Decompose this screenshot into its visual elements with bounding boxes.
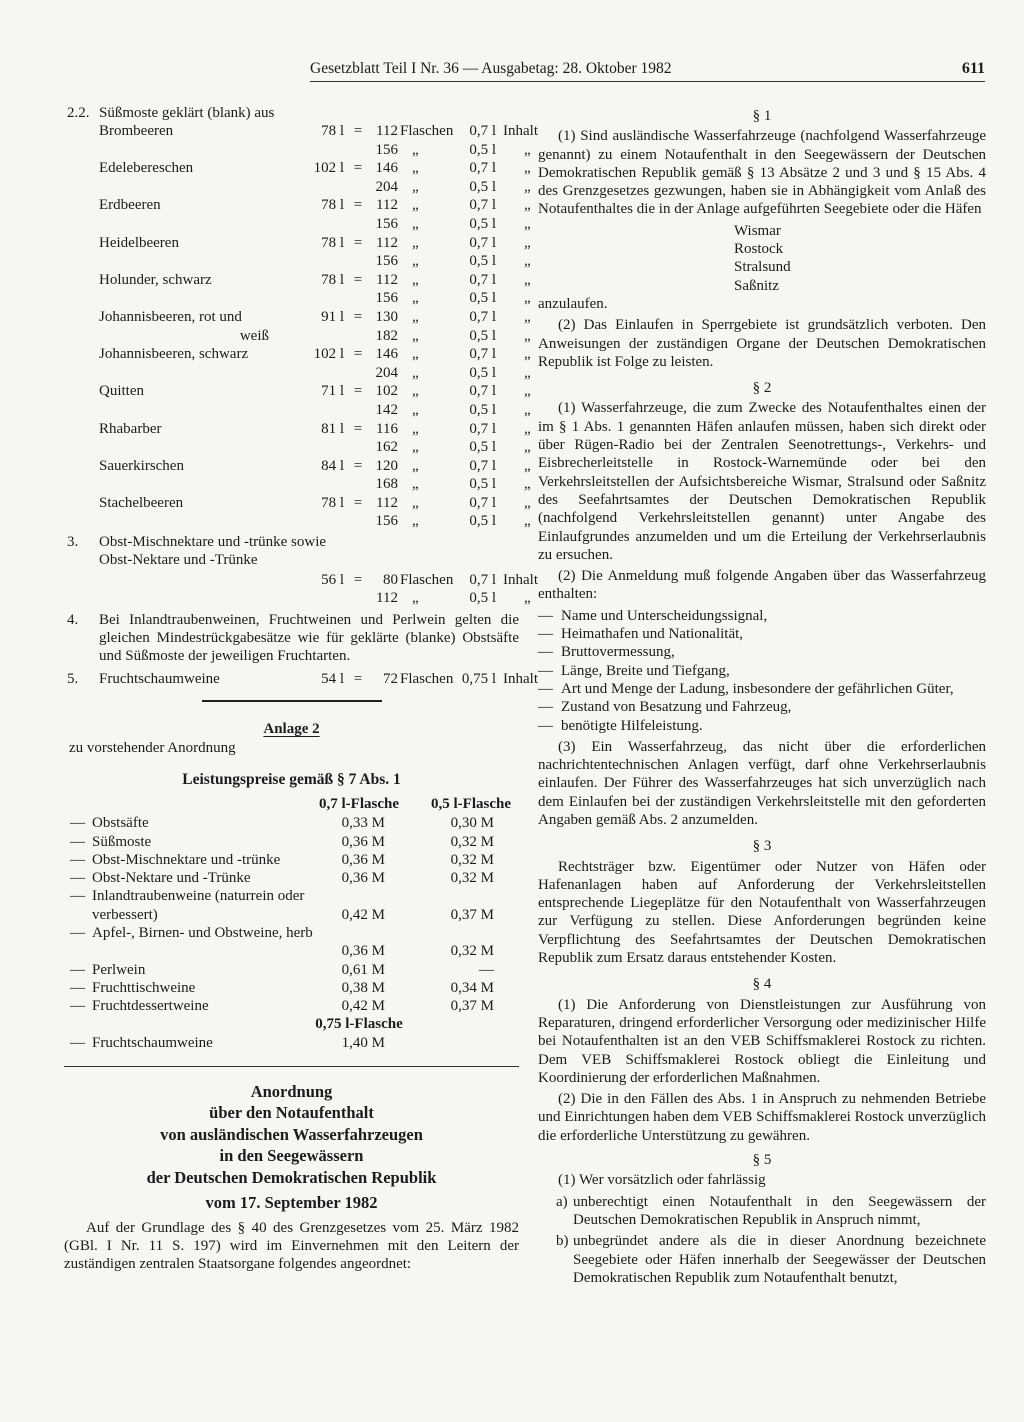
list-item-b	[538, 1232, 986, 1287]
fruit-name: Holunder, schwarz	[99, 271, 212, 288]
fruit-row	[64, 215, 531, 234]
port-name: Saßnitz	[734, 277, 779, 294]
fruit-row	[64, 141, 531, 160]
section-number: 3.	[67, 534, 79, 551]
fruit-row	[64, 438, 531, 457]
bottle-count: 116	[376, 420, 398, 437]
bottle-volume: 0,7 l	[469, 271, 496, 288]
paragraph-4-title: § 4	[752, 976, 772, 993]
bottle-count: 112	[376, 123, 398, 139]
price-table-header	[64, 795, 519, 814]
price-value: 0,32 M	[450, 943, 494, 960]
bottle-unit: Flaschen	[400, 670, 454, 687]
ditto-mark: „	[524, 234, 531, 251]
price-row	[64, 814, 519, 832]
bottle-count: 112	[376, 271, 398, 288]
ditto-mark: „	[412, 234, 419, 251]
liters-value: 102 l	[313, 346, 344, 363]
fruit-row	[64, 512, 531, 531]
bottle-volume: 0,7 l	[469, 420, 496, 437]
list-item	[538, 698, 986, 716]
price-value: 0,36 M	[341, 870, 385, 887]
bottle-count: 156	[375, 253, 398, 270]
liters-value: 102 l	[313, 160, 344, 177]
bottle-volume: 0,5 l	[469, 364, 496, 381]
paragraph-4-2: (2) Die in den Fällen des Abs. 1 in Anspruch zu nehmenden Betriebe und Einrichtungen haben dem VEB Schiffsmaklerei Rostock unverzüglich die erforderliche Unterstützung zu gewähren.	[538, 1091, 986, 1144]
bottle-volume: 0,5 l	[469, 327, 496, 344]
fruit-row	[64, 178, 531, 197]
bottle-count: 146	[375, 346, 398, 363]
section-number: 4.	[67, 611, 79, 628]
liters-value: 78 l	[321, 197, 344, 214]
ditto-mark: „	[412, 197, 419, 214]
dash-marker: —	[538, 662, 553, 679]
bottle-unit: Flaschen	[400, 123, 454, 139]
fruit-name: Rhabarber	[99, 420, 162, 437]
section-3-line-2: Obst-Nektare und -Trünke	[99, 552, 258, 569]
fruit-row	[64, 252, 531, 271]
product-name: Süßmoste	[92, 833, 152, 850]
ordinance-title-line: von ausländischen Wasserfahrzeugen	[160, 1124, 423, 1144]
paragraph-5-1: (1) Wer vorsätzlich oder fahrlässig	[558, 1172, 766, 1189]
ditto-mark: „	[412, 327, 419, 344]
dash-marker: —	[538, 717, 553, 734]
fruit-deposit-table	[64, 122, 538, 531]
left-column	[64, 104, 538, 1273]
ditto-mark: „	[412, 439, 419, 456]
liters-value: 81 l	[321, 420, 344, 437]
section-5-row	[64, 670, 538, 689]
bottle-count: 72	[383, 670, 398, 687]
bottle-volume: 0,7 l	[469, 123, 496, 139]
fruit-name: Stachelbeeren	[99, 494, 184, 511]
port-name: Stralsund	[734, 259, 791, 276]
ditto-mark: „	[524, 141, 531, 158]
section-number: 5.	[67, 670, 79, 687]
ordinance-title-line: Anordnung	[250, 1081, 333, 1101]
ditto-mark: „	[524, 308, 531, 325]
port-name: Rostock	[734, 241, 784, 258]
fruit-row	[64, 234, 531, 253]
paragraph-1-1: (1) Sind ausländische Wasserfahrzeuge (nachfolgend Wasserfahrzeuge genannt) zu einem Notaufenthalt in den Seegewässern der Deutschen Demokratischen Republik gemäß § 13 Absätze 2 und 3 und § 15 Abs. 4 des Grenzgesetzes gezwungen, haben sie in Abhängigkeit vom Anlaß des Notaufenthaltes die in der Anlage aufgeführten Seegebiete oder die Häfen	[538, 128, 986, 218]
equals-sign: =	[353, 160, 363, 177]
price-row	[64, 869, 519, 887]
paragraph-4-1: (1) Die Anforderung von Dienstleistungen zur Ausführung von Reparaturen, dringend erforderlicher Versorgung oder medizinischer Hilfe bei Notaufenthalten ist an den VEB Schiffsmaklerei Rostock zu richten. Dem VEB Schiffsmaklerei Rostock obliegt die Einleitung und Koordinierung der erforderlichen Maßnahmen.	[538, 996, 986, 1086]
dash-marker: —	[70, 851, 85, 868]
paragraph-2-3: (3) Ein Wasserfahrzeug, das nicht über die erforderlichen nachrichtentechnischen Anlagen verfügt, darf ohne Verkehrserlaubnis einlaufen. Der Führer des Wasserfahrzeuges hat sich unverzüglich nach dem Einlaufen bei der zuständigen Verkehrsleitstelle mit den geforderten Angaben gemäß Abs. 2 anzumelden.	[538, 738, 986, 828]
fruit-row	[64, 475, 531, 494]
ditto-mark: „	[524, 476, 531, 493]
list-item	[538, 717, 986, 735]
price-row	[64, 851, 519, 869]
content-label: Inhalt	[503, 670, 538, 687]
ditto-mark: „	[412, 215, 419, 232]
liters-value: 54 l	[321, 670, 344, 687]
ditto-mark: „	[412, 346, 419, 363]
port-list	[734, 222, 986, 295]
item-text: Heimathafen und Nationalität,	[561, 626, 744, 643]
ditto-mark: „	[524, 420, 531, 437]
fruit-name: Heidelbeeren	[99, 234, 179, 251]
header-rule	[310, 81, 985, 82]
bottle-volume: 0,5 l	[469, 590, 496, 607]
section-3-line-1: Obst-Mischnektare und -trünke sowie	[99, 534, 327, 551]
liters-value: 71 l	[321, 383, 344, 400]
ditto-mark: „	[524, 197, 531, 214]
fruit-name: Johannisbeeren, rot und	[99, 308, 242, 325]
price-value: 0,37 M	[450, 998, 494, 1015]
section-4-text: Bei Inlandtraubenweinen, Fruchtweinen und Perlwein gelten die gleichen Mindestrückgabesätze wie für geklärte (blanke) Obstsäfte und Süßmoste der jeweiligen Fruchtarten.	[99, 611, 519, 665]
dash-marker: —	[538, 680, 553, 697]
ordinance-title-line: der Deutschen Demokratischen Republik	[146, 1167, 437, 1187]
column-header: 0,5 l-Flasche	[431, 796, 511, 813]
product-name: Perlwein	[92, 961, 146, 978]
bottle-volume: 0,7 l	[469, 234, 496, 251]
price-table-body	[64, 814, 519, 1015]
fruit-row	[64, 271, 531, 290]
price-table-header-2	[64, 1015, 519, 1034]
ditto-mark: „	[412, 364, 419, 381]
list-item	[538, 607, 986, 625]
bottle-count: 130	[375, 308, 398, 325]
price-value: 0,32 M	[450, 870, 494, 887]
liters-value: 91 l	[321, 308, 344, 325]
price-row	[64, 833, 519, 851]
paragraph-1-1-end: anzulaufen.	[538, 295, 608, 312]
fruit-name: Edelebereschen	[99, 160, 194, 177]
ditto-mark: „	[524, 383, 531, 400]
ditto-mark: „	[412, 178, 419, 195]
anlage-subtitle: zu vorstehender Anordnung	[69, 739, 236, 756]
paragraph-1-title: § 1	[752, 108, 772, 124]
ordinance-date: vom 17. September 1982	[205, 1193, 378, 1213]
item-text: Art und Menge der Ladung, insbesondere der gefährlichen Güter,	[561, 680, 954, 697]
price-row	[64, 979, 519, 997]
equals-sign: =	[353, 123, 363, 139]
ditto-mark: „	[524, 494, 531, 511]
dash-marker: —	[538, 699, 553, 716]
item-text: benötigte Hilfeleistung.	[561, 717, 703, 734]
fruit-row	[64, 196, 531, 215]
ditto-mark: „	[524, 178, 531, 195]
ditto-mark: „	[524, 160, 531, 177]
ditto-mark: „	[412, 457, 419, 474]
ditto-mark: „	[524, 215, 531, 232]
ditto-mark: „	[524, 364, 531, 381]
list-item-a	[538, 1193, 986, 1230]
fruit-row	[64, 122, 538, 141]
bottle-volume: 0,75 l	[461, 670, 496, 687]
price-value: 0,33 M	[341, 815, 385, 832]
dash-marker: —	[538, 607, 553, 624]
price-row	[64, 924, 519, 961]
price-value: 0,42 M	[341, 998, 385, 1015]
ditto-mark: „	[412, 494, 419, 511]
list-item	[538, 662, 986, 680]
fruit-name: Erdbeeren	[99, 197, 161, 214]
ditto-mark: „	[412, 513, 419, 530]
fruit-row	[64, 308, 531, 327]
anlage-title: Anlage 2	[263, 721, 320, 738]
bottle-count: 156	[375, 141, 398, 158]
ditto-mark: „	[524, 327, 531, 344]
dash-marker: —	[70, 961, 85, 978]
bottle-volume: 0,5 l	[469, 178, 496, 195]
port-name: Wismar	[734, 222, 781, 239]
fruit-row	[64, 420, 531, 439]
item-label: a)	[556, 1193, 568, 1210]
bottle-unit: Flaschen	[400, 571, 454, 588]
equals-sign: =	[353, 271, 363, 288]
list-item	[538, 680, 986, 698]
column-header: 0,7 l-Flasche	[319, 796, 399, 813]
liters-value: 78 l	[321, 494, 344, 511]
price-row	[64, 1034, 519, 1052]
fruit-row	[64, 494, 531, 513]
ditto-mark: „	[412, 253, 419, 270]
product-name: Fruchtdessertweine	[92, 998, 209, 1015]
list-item	[538, 643, 986, 661]
price-value: 0,38 M	[341, 979, 385, 996]
bottle-volume: 0,5 l	[469, 476, 496, 493]
product-name: Obst-Mischnektare und -trünke	[92, 851, 281, 868]
equals-sign: =	[353, 197, 363, 214]
bottle-volume: 0,5 l	[469, 401, 496, 418]
divider	[64, 1066, 519, 1067]
liters-value: 78 l	[321, 271, 344, 288]
ditto-mark: „	[412, 590, 419, 607]
item-label: b)	[556, 1233, 569, 1250]
section-3-row-1	[64, 571, 538, 590]
ditto-mark: „	[412, 290, 419, 307]
equals-sign: =	[353, 308, 363, 325]
product-name: Inlandtraubenweine (naturrein oder verbessert)	[92, 888, 305, 923]
ditto-mark: „	[412, 308, 419, 325]
bottle-volume: 0,7 l	[469, 494, 496, 511]
price-value: 0,42 M	[341, 906, 385, 923]
fruit-row	[64, 327, 531, 346]
paragraph-3-title: § 3	[752, 838, 772, 855]
bottle-volume: 0,5 l	[469, 141, 496, 158]
fruit-name: Quitten	[99, 383, 144, 400]
ditto-mark: „	[412, 141, 419, 158]
product-name: Obst-Nektare und -Trünke	[92, 870, 251, 887]
dash-marker: —	[70, 1035, 85, 1052]
header-title: Gesetzblatt Teil I Nr. 36 — Ausgabetag: 28. Oktober 1982	[310, 60, 672, 77]
ditto-mark: „	[524, 439, 531, 456]
fruit-row	[64, 364, 531, 383]
bottle-volume: 0,7 l	[469, 571, 496, 588]
bottle-volume: 0,5 l	[469, 290, 496, 307]
bottle-count: 112	[376, 494, 398, 511]
liters-value: 78 l	[321, 234, 344, 251]
item-text: Länge, Breite und Tiefgang,	[561, 662, 730, 679]
content-label: Inhalt	[503, 123, 538, 139]
divider	[202, 700, 382, 702]
price-row	[64, 961, 519, 979]
column-header: 0,75 l-Flasche	[315, 1016, 403, 1033]
bottle-volume: 0,7 l	[469, 383, 496, 400]
paragraph-5-title: § 5	[752, 1152, 772, 1169]
ditto-mark: „	[524, 457, 531, 474]
ditto-mark: „	[412, 476, 419, 493]
price-value: 0,34 M	[450, 979, 494, 996]
bottle-volume: 0,5 l	[469, 253, 496, 270]
dash-marker: —	[70, 815, 85, 832]
bottle-count: 102	[375, 383, 398, 400]
price-value: 0,37 M	[450, 906, 494, 923]
bottle-count: 156	[375, 513, 398, 530]
product-name: Fruchtschaumweine	[92, 1035, 213, 1052]
equals-sign: =	[353, 494, 363, 511]
section-2-2-heading	[64, 104, 519, 122]
price-value: 0,36 M	[341, 943, 385, 960]
paragraph-2-title: § 2	[752, 380, 772, 397]
product-name: Fruchtschaumweine	[99, 670, 220, 687]
fruit-row	[64, 457, 531, 476]
product-name: Obstsäfte	[92, 815, 149, 832]
ditto-mark: „	[524, 401, 531, 418]
item-text: Zustand von Besatzung und Fahrzeug,	[561, 699, 792, 716]
bottle-volume: 0,7 l	[469, 197, 496, 214]
ditto-mark: „	[412, 271, 419, 288]
bottle-volume: 0,5 l	[469, 513, 496, 530]
ordinance-title	[64, 1081, 519, 1189]
price-value: —	[479, 961, 494, 978]
dash-marker: —	[70, 833, 85, 850]
ditto-mark: „	[524, 271, 531, 288]
item-text: unberechtigt einen Notaufenthalt in den Seegewässern der Deutschen Demokratischen Republik in Anspruch nimmt,	[573, 1193, 986, 1228]
fruit-row	[64, 382, 531, 401]
price-table-title: Leistungspreise gemäß § 7 Abs. 1	[182, 770, 401, 788]
price-row	[64, 887, 519, 924]
bottle-count: 112	[376, 197, 398, 214]
section-3	[64, 533, 519, 570]
list-item	[538, 625, 986, 643]
price-value: 0,61 M	[341, 961, 385, 978]
product-name: Fruchttischweine	[92, 979, 196, 996]
bottle-count: 204	[375, 364, 398, 381]
content-label: Inhalt	[503, 571, 538, 588]
bottle-count: 204	[375, 178, 398, 195]
dash-marker: —	[70, 870, 85, 887]
price-value: 0,36 M	[341, 833, 385, 850]
section-4	[64, 611, 519, 666]
price-value: 0,32 M	[450, 833, 494, 850]
fruit-row	[64, 159, 531, 178]
ditto-mark: „	[524, 253, 531, 270]
ditto-mark: „	[524, 513, 531, 530]
price-value: 0,32 M	[450, 851, 494, 868]
liters-value: 56 l	[321, 571, 344, 588]
bottle-volume: 0,7 l	[469, 160, 496, 177]
required-info-list	[538, 607, 986, 735]
equals-sign: =	[353, 457, 363, 474]
dash-marker: —	[70, 925, 85, 941]
fruit-name: Brombeeren	[99, 123, 174, 139]
liters-value: 78 l	[321, 123, 344, 139]
equals-sign: =	[353, 234, 363, 251]
item-text: Bruttovermessung,	[561, 644, 675, 661]
fruit-row	[64, 289, 531, 308]
paragraph-3-1: Rechtsträger bzw. Eigentümer oder Nutzer von Häfen oder Hafenanlagen haben auf Anforderung der Verkehrsleitstellen entsprechende Liegeplätze für den Notaufenthalt von Wasserfahrzeugen zur Verfügung zu stellen. Diese Anforderungen begründen keine Verpflichtung des Seefahrtsamtes der Deutschen Demokratischen Republik zum Ersatz daraus entstehender Kosten.	[538, 858, 986, 967]
item-text: Name und Unterscheidungssignal,	[561, 607, 768, 624]
section-title: Süßmoste geklärt (blank) aus	[99, 105, 275, 121]
section-number: 2.2.	[67, 105, 90, 121]
fruit-name-cont: weiß	[239, 327, 269, 344]
price-value: 0,30 M	[450, 815, 494, 832]
page-header	[310, 60, 985, 84]
bottle-volume: 0,7 l	[469, 308, 496, 325]
item-text: unbegründet andere als die in dieser Anordnung bezeichnete Seegebiete oder Häfen innerhalb der Seegewässer der Deutschen Demokratischen Republik zum Notaufenthalt benutzt,	[573, 1233, 986, 1286]
ordinance-title-line: über den Notaufenthalt	[209, 1103, 374, 1123]
bottle-volume: 0,5 l	[469, 215, 496, 232]
bottle-volume: 0,7 l	[469, 457, 496, 474]
ditto-mark: „	[412, 160, 419, 177]
paragraph-2-2: (2) Die Anmeldung muß folgende Angaben über das Wasserfahrzeug enthalten:	[538, 568, 986, 603]
equals-sign: =	[353, 346, 363, 363]
liters-value: 84 l	[321, 457, 344, 474]
ditto-mark: „	[524, 290, 531, 307]
bottle-count: 112	[376, 590, 398, 607]
ditto-mark: „	[524, 346, 531, 363]
section-3-row-2	[64, 589, 531, 608]
fruit-row	[64, 401, 531, 420]
bottle-count: 80	[383, 571, 398, 588]
paragraph-1-2: (2) Das Einlaufen in Sperrgebiete ist grundsätzlich verboten. Den Anweisungen der zuständigen Organe der Deutschen Demokratischen Republik ist Folge zu leisten.	[538, 317, 986, 370]
dash-marker: —	[70, 979, 85, 996]
paragraph-2-1: (1) Wasserfahrzeuge, die zum Zwecke des Notaufenthaltes einen der im § 1 Abs. 1 genannten Häfen anlaufen müssen, haben sich direkt oder über Rügen-Radio bei der Zentralen Seenotrettungs-, Verkehrs- und Eisbrecherleitstelle in Rostock-Warnemünde oder bei den Verkehrsleitstellen der Aufsichtsbereiche Wismar, Stralsund oder Saßnitz des Seefahrtsamtes der Deutschen Demokratischen Republik (nachfolgend Verkehrsleitstellen genannt) unter Angabe des Einlaufgrundes anzumelden und um die Erteilung der Verkehrserlaubnis zu ersuchen.	[538, 400, 986, 563]
ditto-mark: „	[524, 590, 531, 607]
bottle-count: 146	[375, 160, 398, 177]
ditto-mark: „	[412, 383, 419, 400]
page-number: 611	[961, 60, 985, 77]
right-column	[538, 104, 986, 1287]
bottle-count: 182	[375, 327, 398, 344]
bottle-count: 120	[375, 457, 398, 474]
bottle-count: 112	[376, 234, 398, 251]
bottle-count: 156	[375, 290, 398, 307]
fruit-name: Sauerkirschen	[99, 457, 184, 474]
bottle-count: 168	[375, 476, 398, 493]
ordinance-title-line: in den Seegewässern	[219, 1146, 364, 1166]
fruit-row	[64, 345, 531, 364]
price-value: 0,36 M	[341, 851, 385, 868]
dash-marker: —	[538, 626, 553, 643]
equals-sign: =	[353, 383, 363, 400]
bottle-count: 162	[375, 439, 398, 456]
price-row	[64, 997, 519, 1015]
fruit-name: Johannisbeeren, schwarz	[99, 346, 249, 363]
equals-sign: =	[353, 670, 363, 687]
dash-marker: —	[70, 888, 85, 905]
bottle-count: 142	[375, 401, 398, 418]
bottle-volume: 0,5 l	[469, 439, 496, 456]
dash-marker: —	[538, 644, 553, 661]
dash-marker: —	[70, 998, 85, 1015]
ordinance-intro: Auf der Grundlage des § 40 des Grenzgesetzes vom 25. März 1982 (GBl. I Nr. 11 S. 197) wird im Einvernehmen mit den Leitern der zuständigen zentralen Staatsorgane folgendes angeordnet:	[64, 1219, 519, 1273]
product-name: Apfel-, Birnen- und Obstweine, herb	[92, 925, 313, 941]
equals-sign: =	[353, 420, 363, 437]
bottle-volume: 0,7 l	[469, 346, 496, 363]
bottle-count: 156	[375, 215, 398, 232]
ditto-mark: „	[412, 401, 419, 418]
ditto-mark: „	[412, 420, 419, 437]
price-value: 1,40 M	[341, 1035, 385, 1052]
equals-sign: =	[353, 571, 363, 588]
